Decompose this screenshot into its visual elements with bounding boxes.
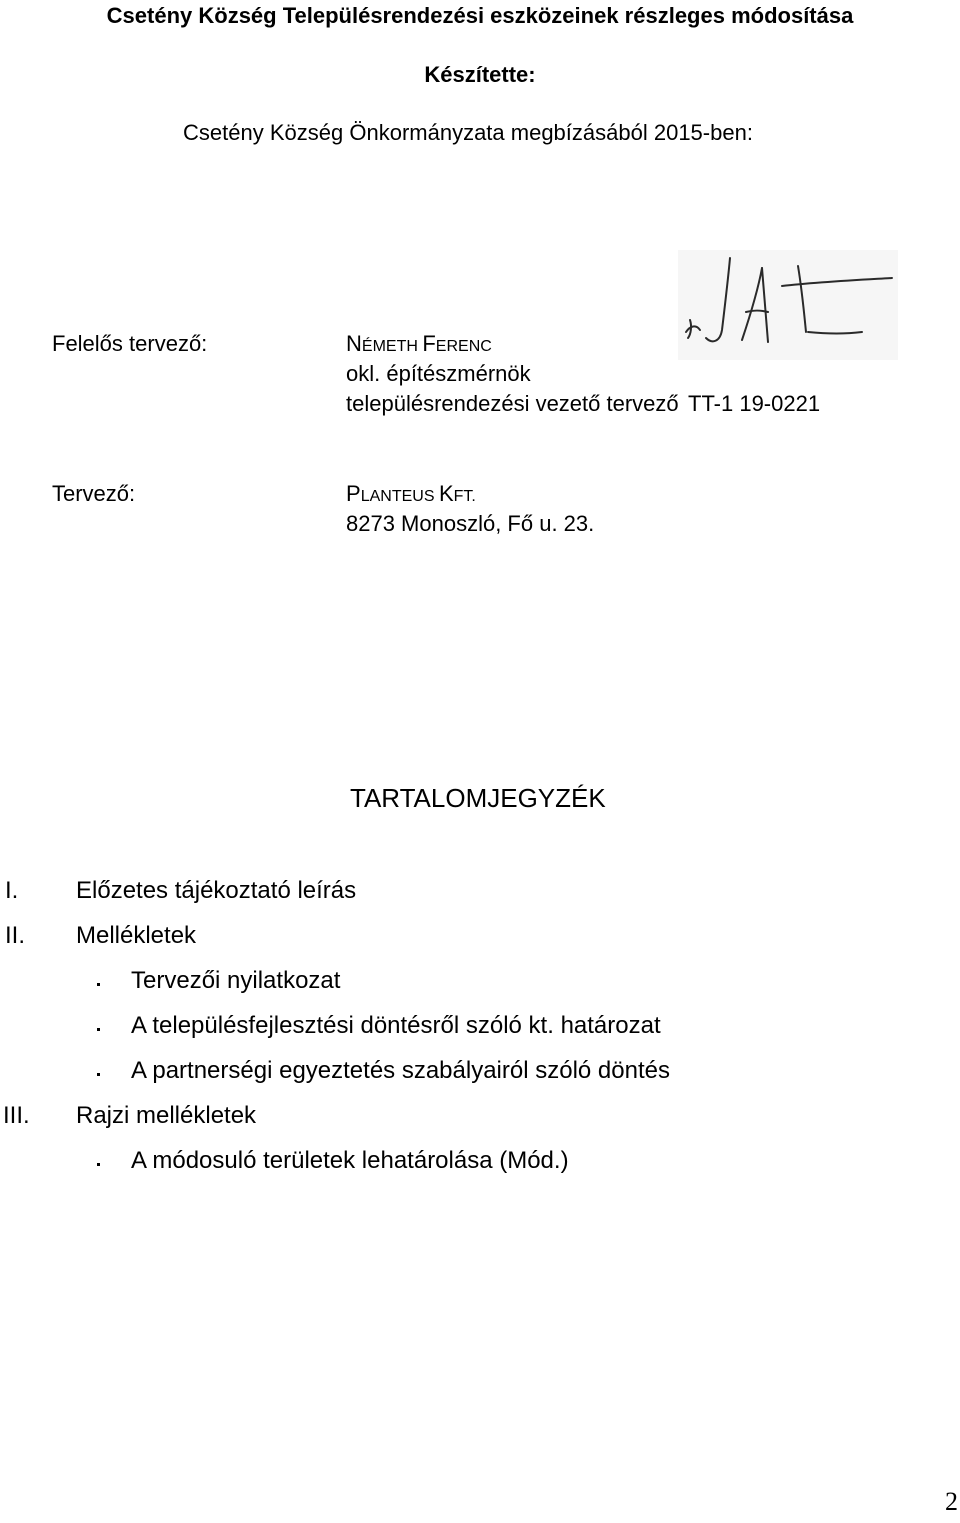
name-initial: F xyxy=(422,331,436,356)
name-rest: ERENC xyxy=(435,338,492,355)
toc-item: A módosuló területek lehatárolása (Mód.) xyxy=(131,1147,569,1174)
bullet-icon xyxy=(97,983,100,986)
toc-section-title: Mellékletek xyxy=(76,922,197,949)
responsible-designer-label: Felelős tervező: xyxy=(52,331,208,356)
company-initial: P xyxy=(346,481,361,506)
toc-item: Tervezői nyilatkozat xyxy=(131,967,341,994)
toc-section-title: Előzetes tájékoztató leírás xyxy=(76,877,357,904)
license-number: TT-1 19-0221 xyxy=(688,391,821,416)
bullet-icon xyxy=(97,1073,100,1076)
toc-item: A partnerségi egyeztetés szabályairól szóló döntés xyxy=(131,1057,670,1084)
page-number: 2 xyxy=(945,1487,958,1516)
qualification: okl. építészmérnök xyxy=(346,361,531,386)
toc-item: A településfejlesztési döntésről szóló kt. határozat xyxy=(131,1012,661,1039)
designer-address: 8273 Monoszló, Fő u. 23. xyxy=(346,511,595,536)
name-rest: ÉMETH xyxy=(361,338,423,355)
toc-section-number: II. xyxy=(5,922,26,949)
company-initial: K xyxy=(438,481,454,506)
toc-section-number: I. xyxy=(5,877,19,904)
bullet-icon xyxy=(97,1028,100,1031)
handwritten-signature xyxy=(678,250,898,360)
document-title: Csetény Község Településrendezési eszközeinek részleges módosítása xyxy=(106,3,854,28)
company-rest: FT. xyxy=(453,488,476,505)
designer-role: településrendezési vezető tervező xyxy=(346,391,679,416)
signature-image xyxy=(678,250,898,360)
toc-section-title: Rajzi mellékletek xyxy=(76,1102,257,1129)
name-initial: N xyxy=(346,331,362,356)
toc-section-number: III. xyxy=(3,1102,30,1129)
bullet-icon xyxy=(97,1163,100,1166)
designer-label: Tervező: xyxy=(52,481,136,506)
prepared-by-label: Készítette: xyxy=(424,62,536,87)
toc-heading: TARTALOMJEGYZÉK xyxy=(350,783,606,813)
company-rest: LANTEUS xyxy=(360,488,439,505)
designer-company xyxy=(346,481,476,507)
responsible-designer-name xyxy=(346,331,492,357)
commission-line: Csetény Község Önkormányzata megbízásából 2015-ben: xyxy=(183,120,753,145)
